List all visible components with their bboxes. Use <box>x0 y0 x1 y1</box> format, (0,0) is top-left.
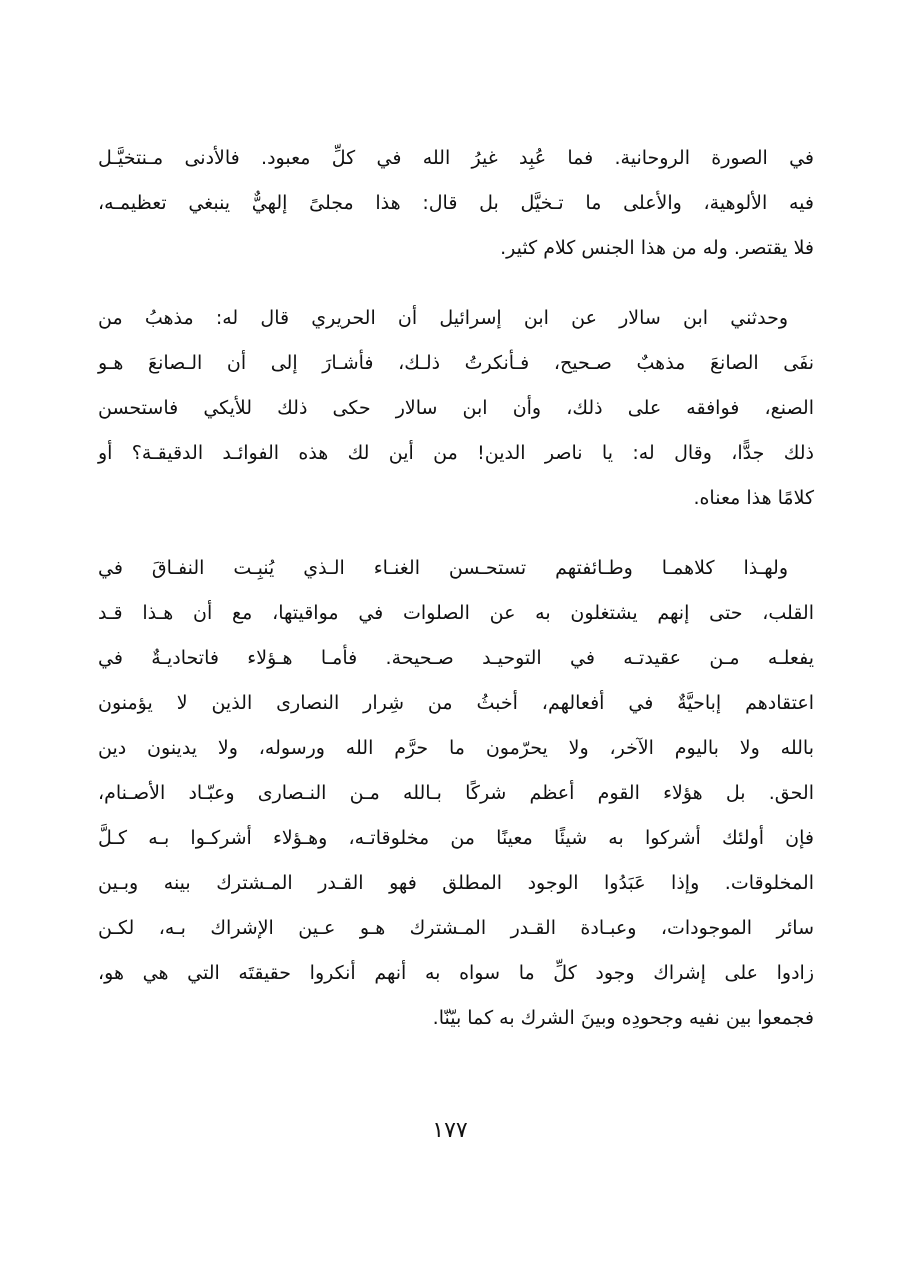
text-line: فيه الألوهية، والأعلى ما تـخيَّل بل قال: هذا مجلىً إلهيٌّ ينبغي تعظيمـه، <box>98 192 814 214</box>
text-line: في الصورة الروحانية. فما عُبِد غيرُ الله في كلِّ معبود. فالأدنى مـنتخيَّـل <box>98 147 814 169</box>
text-line: القلب، حتى إنهم يشتغلون به عن الصلوات في مواقيتها، مع أن هـذا قـد <box>98 602 814 624</box>
text-line: يفعلـه مـن عقيدتـه في التوحيـد صـحيحة. فأمـا هـؤلاء فاتحاديـةٌ في <box>98 647 814 669</box>
paragraph <box>98 296 814 521</box>
text-line: الصنع، فوافقه على ذلك، وأن ابن سالار حكى ذلك للأيكي فاستحسن <box>98 397 814 419</box>
text-line: فجمعوا بين نفيه وجحودِه وبينَ الشرك به كما بيّنّا. <box>432 1007 814 1029</box>
text-line: كلامًا هذا معناه. <box>693 487 814 509</box>
text-line: سائر الموجودات، وعبـادة القـدر المـشترك هـو عـين الإشراك بـه، لكـن <box>98 917 814 939</box>
paragraph <box>98 136 814 271</box>
text-line: ذلك جدًّا، وقال له: يا ناصر الدين! من أين لك هذه الفوائـد الدقيقـة؟ أو <box>98 442 814 464</box>
paragraph <box>98 546 814 1041</box>
text-line: نفَى الصانعَ مذهبٌ صـحيح، فـأنكرتُ ذلـك، فأشـارَ إلى أن الـصانعَ هـو <box>98 352 814 374</box>
text-line: زادوا على إشراك وجود كلِّ ما سواه به أنهم أنكروا حقيقتَه التي هي هو، <box>98 962 814 984</box>
text-line: فلا يقتصر. وله من هذا الجنس كلام كثير. <box>500 237 814 259</box>
text-line: المخلوقات. وإذا عَبَدُوا الوجود المطلق فهو القـدر المـشترك بينه وبـين <box>98 872 814 894</box>
text-line: الحق. بل هؤلاء القوم أعظم شركًا بـالله مـن النـصارى وعبّـاد الأصـنام، <box>98 782 814 804</box>
text-line: اعتقادهم إباحيَّةٌ في أفعالهم، أخبثُ من شِرار النصارى الذين لا يؤمنون <box>98 692 814 714</box>
page-body <box>98 136 814 1066</box>
text-line: بالله ولا باليوم الآخر، ولا يحرّمون ما حرَّم الله ورسوله، ولا يدينون دين <box>98 737 814 759</box>
text-line: وحدثني ابن سالار عن ابن إسرائيل أن الحريري قال له: مذهبُ من <box>98 307 788 329</box>
text-line: ولهـذا كلاهمـا وطـائفتهم تستحـسن الغنـاء الـذي يُنبِـت النفـاقَ في <box>98 557 788 579</box>
text-line: فإن أولئك أشركوا به شيئًا معينًا من مخلوقاتـه، وهـؤلاء أشركـوا بـه كـلَّ <box>98 827 814 849</box>
page-number: ١٧٧ <box>432 1118 468 1143</box>
